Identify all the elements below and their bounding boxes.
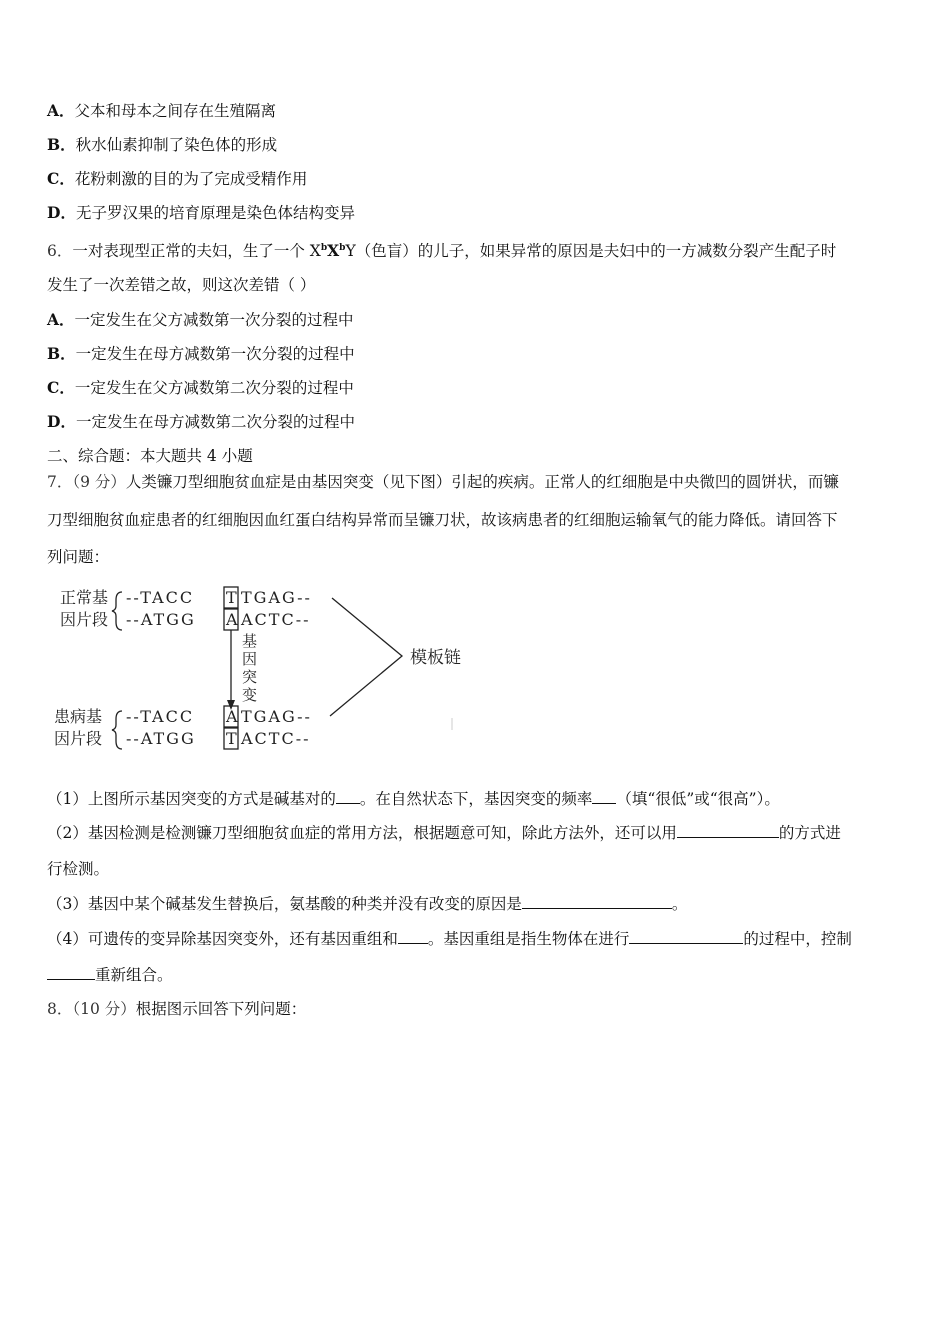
- q7-stem-line3: 列问题：: [47, 548, 110, 566]
- q5-option-b: [47, 135, 277, 155]
- question-number: 8．: [47, 1000, 73, 1018]
- gene-mutation-diagram: [52, 578, 482, 758]
- patient-gene-label-1: 患病基: [54, 707, 103, 726]
- normal-bottom-left-seq: --ATGG: [126, 610, 196, 629]
- q5-option-c: [47, 169, 307, 189]
- normal-gene-label-1: 正常基: [60, 588, 109, 607]
- q7-sub4: [47, 928, 852, 949]
- option-text: 一定发生在父方减数第一次分裂的过程中: [74, 311, 354, 329]
- sub1-text-a: （1）上图所示基因突变的方式是碱基对的: [47, 790, 336, 808]
- brace: [112, 592, 122, 630]
- patient-bottom-box-base: T: [226, 729, 237, 748]
- option-label: C．: [47, 378, 75, 397]
- normal-gene-label-2: 因片段: [60, 610, 109, 629]
- sub4-text-a: （4）可遗传的变异除基因突变外，还有基因重组和: [47, 930, 398, 948]
- option-text: 无子罗汉果的培育原理是染色体结构变异: [75, 204, 355, 222]
- answer-blank[interactable]: [47, 964, 95, 980]
- q6-option-b: [47, 344, 355, 364]
- question-number: 6．: [47, 242, 73, 261]
- sub3-text-b: 。: [671, 895, 688, 913]
- answer-blank[interactable]: [398, 928, 428, 944]
- option-text: 花粉刺激的目的为了完成受精作用: [74, 170, 308, 188]
- normal-top-box-base: T: [226, 588, 237, 607]
- q6-option-c: [47, 378, 354, 398]
- option-text: 一定发生在母方减数第一次分裂的过程中: [75, 345, 355, 363]
- superscript: b: [339, 243, 346, 253]
- answer-blank[interactable]: [522, 893, 672, 909]
- patient-top-box-base: A: [226, 707, 238, 726]
- option-text: 一定发生在父方减数第二次分裂的过程中: [74, 379, 354, 397]
- answer-blank[interactable]: [629, 928, 743, 944]
- patient-bottom-left-seq: --ATGG: [126, 729, 196, 748]
- q8-stem-text: 根据图示回答下列问题：: [135, 1000, 307, 1018]
- question-number: 7．: [47, 473, 73, 491]
- template-strand-pointer: [330, 598, 402, 716]
- mutation-label-char: 因: [242, 650, 258, 668]
- q7-stem-line2: 刀型细胞贫血症患者的红细胞因血红蛋白结构异常而呈镰刀状，故该病患者的红细胞运输氧气的能力降低。请回答下: [47, 511, 838, 529]
- q7-sub4-line2: [47, 964, 173, 985]
- normal-top-left-seq: --TACC: [126, 588, 195, 607]
- q5-option-d: [47, 203, 355, 223]
- q6-stem-part2: Y（色盲）的儿子，如果异常的原因是夫妇中的一方减数分裂产生配子时: [345, 242, 837, 261]
- option-text: 父本和母本之间存在生殖隔离: [74, 102, 277, 120]
- option-label: A．: [47, 310, 75, 329]
- q8-stem: [47, 999, 306, 1019]
- q6-stem-part1: 一对表现型正常的夫妇，生了一个 X: [72, 242, 321, 261]
- q6-option-a: [47, 310, 354, 330]
- sub4-text-c: 的过程中，控制: [743, 930, 852, 948]
- sub2-text-b: 的方式进: [778, 824, 841, 842]
- q6-stem-line1: [47, 238, 836, 261]
- patient-bottom-right-seq: ACTC--: [241, 729, 311, 748]
- normal-top-right-seq: TGAG--: [241, 588, 312, 607]
- brace: [112, 711, 122, 749]
- sub4-line2-text: 重新组合。: [95, 966, 173, 984]
- sub3-text-a: （3）基因中某个碱基发生替换后，氨基酸的种类并没有改变的原因是: [47, 895, 522, 913]
- question-score: （10 分）: [72, 1000, 136, 1018]
- normal-bottom-box-base: A: [226, 610, 238, 629]
- normal-bottom-right-seq: ACTC--: [241, 610, 311, 629]
- option-label: B．: [47, 344, 76, 363]
- option-label: B．: [47, 135, 76, 154]
- option-text: 秋水仙素抑制了染色体的形成: [75, 136, 278, 154]
- patient-top-left-seq: --TACC: [126, 707, 195, 726]
- q7-stem-text: 人类镰刀型细胞贫血症是由基因突变（见下图）引起的疾病。正常人的红细胞是中央微凹的圆饼状，而镰: [125, 473, 839, 491]
- sub2-text-a: （2）基因检测是检测镰刀型细胞贫血症的常用方法，根据题意可知，除此方法外，还可以用: [47, 824, 677, 842]
- option-text: 一定发生在母方减数第二次分裂的过程中: [75, 413, 355, 431]
- q7-sub1: [47, 788, 780, 809]
- q7-stem-line1: [47, 472, 839, 492]
- option-label: D．: [47, 412, 76, 431]
- q6-option-d: [47, 412, 355, 432]
- option-label: A．: [47, 101, 75, 120]
- option-label: C．: [47, 169, 75, 188]
- option-label: D．: [47, 203, 76, 222]
- q7-sub2-line2: 行检测。: [47, 860, 110, 878]
- sub1-text-c: （填“很低”或“很高”）。: [616, 790, 780, 808]
- mutation-label-char: 突: [242, 668, 258, 686]
- q5-option-a: [47, 101, 276, 121]
- section-heading: 二、综合题：本大题共 4 小题: [47, 447, 253, 465]
- answer-blank[interactable]: [336, 788, 360, 804]
- mutation-label-char: 变: [242, 686, 258, 704]
- q7-sub3: [47, 893, 687, 914]
- q7-sub2: [47, 822, 841, 843]
- question-score: （9 分）: [72, 473, 126, 491]
- q6-stem-line2: 发生了一次差错之故，则这次差错（ ）: [47, 276, 316, 294]
- patient-top-right-seq: TGAG--: [241, 707, 312, 726]
- chromosome-x: X: [327, 241, 340, 261]
- sub1-text-b: 。在自然状态下，基因突变的频率: [359, 790, 593, 808]
- sub4-text-b: 。基因重组是指生物体在进行: [427, 930, 630, 948]
- superscript: b: [320, 243, 328, 253]
- answer-blank[interactable]: [592, 788, 616, 804]
- template-strand-label: 模板链: [410, 648, 461, 668]
- mutation-label-char: 基: [242, 632, 258, 650]
- patient-gene-label-2: 因片段: [54, 729, 103, 748]
- answer-blank[interactable]: [677, 822, 779, 838]
